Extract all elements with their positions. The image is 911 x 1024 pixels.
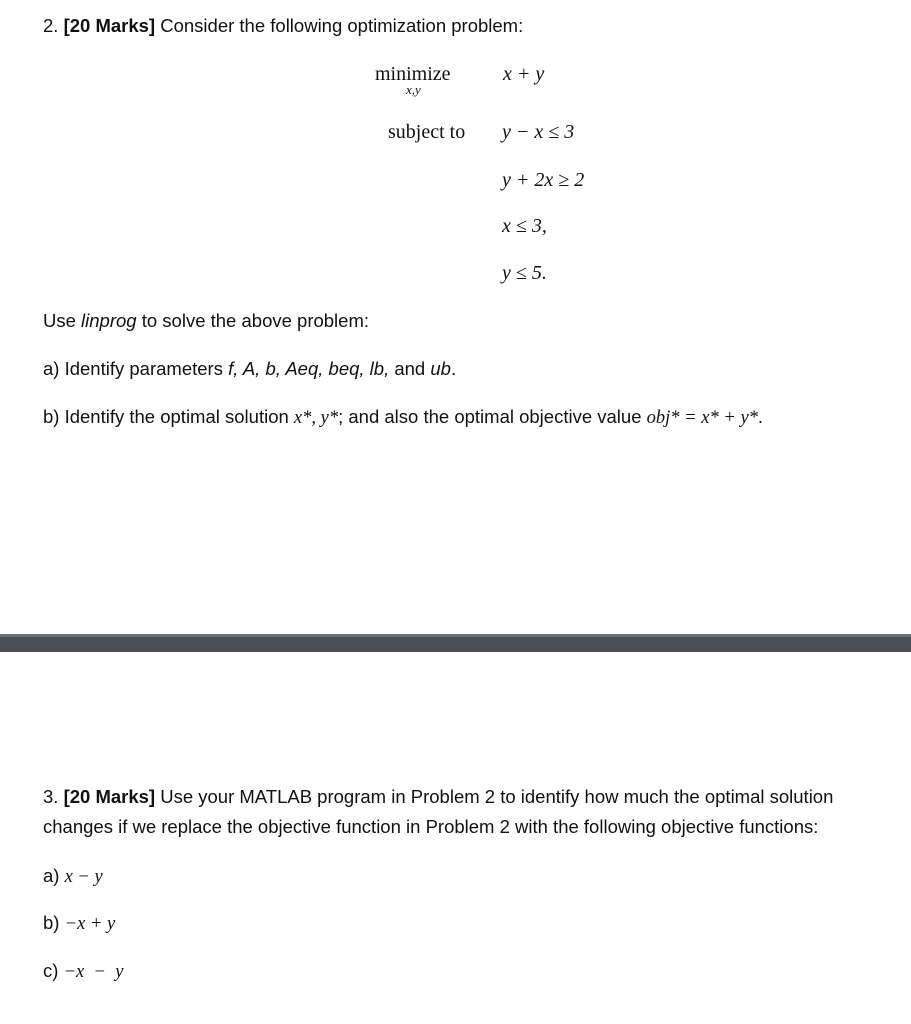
option-c-label: c) (43, 960, 64, 981)
option-c-expr: −x − y (63, 962, 124, 982)
option-a-label: a) (43, 865, 65, 886)
problem3-line1 (43, 788, 833, 807)
part-a-last: ub (430, 358, 451, 379)
option-c (43, 962, 123, 982)
option-b (43, 914, 115, 934)
subject-to-label: subject to (388, 121, 466, 143)
part-a-params: f, A, b, Aeq, beq, lb, (228, 358, 390, 379)
problem3-marks: [20 Marks] (63, 786, 156, 807)
part-a-end: . (450, 358, 457, 379)
part-b-solution: x*, y* (293, 408, 339, 428)
option-b-label: b) (43, 912, 65, 933)
problem3-text1: Use your MATLAB program in Problem 2 to identify how much the optimal solution (160, 786, 834, 807)
minimize-subscript: x,y (406, 82, 421, 97)
constraint-3: x ≤ 3, (502, 215, 547, 237)
use-pre: Use (43, 310, 82, 331)
part-b-line (43, 408, 763, 428)
option-b-expr: −x + y (64, 914, 116, 934)
page-divider-highlight (0, 634, 911, 637)
part-a-and: and (389, 358, 431, 379)
problem3-number: 3. (43, 786, 59, 807)
option-a (43, 867, 103, 887)
minimize-label: minimize (375, 63, 451, 85)
use-post: to solve the above problem: (136, 310, 370, 331)
problem2-intro: Consider the following optimization problem: (160, 15, 524, 36)
objective-expression: x + y (503, 63, 545, 85)
linprog-term: linprog (81, 310, 137, 331)
constraint-4: y ≤ 5. (502, 262, 547, 284)
part-b-mid: ; and also the optimal objective value (338, 406, 647, 427)
constraint-2: y + 2x ≥ 2 (502, 169, 585, 191)
problem2-marks: [20 Marks] (63, 15, 156, 36)
problem3-line2: changes if we replace the objective function in Problem 2 with the following objective functions: (43, 816, 819, 837)
part-a-pre: a) Identify parameters (43, 358, 229, 379)
part-a-line (43, 360, 456, 379)
constraint-1: y − x ≤ 3 (502, 121, 575, 143)
part-b-pre: b) Identify the optimal solution (43, 406, 294, 427)
problem2-number: 2. (43, 15, 59, 36)
problem2-heading (43, 17, 523, 36)
part-b-end: . (757, 406, 764, 427)
use-linprog-line (43, 312, 369, 331)
part-b-objective: obj* = x* + y* (646, 408, 758, 428)
option-a-expr: x − y (64, 867, 103, 887)
